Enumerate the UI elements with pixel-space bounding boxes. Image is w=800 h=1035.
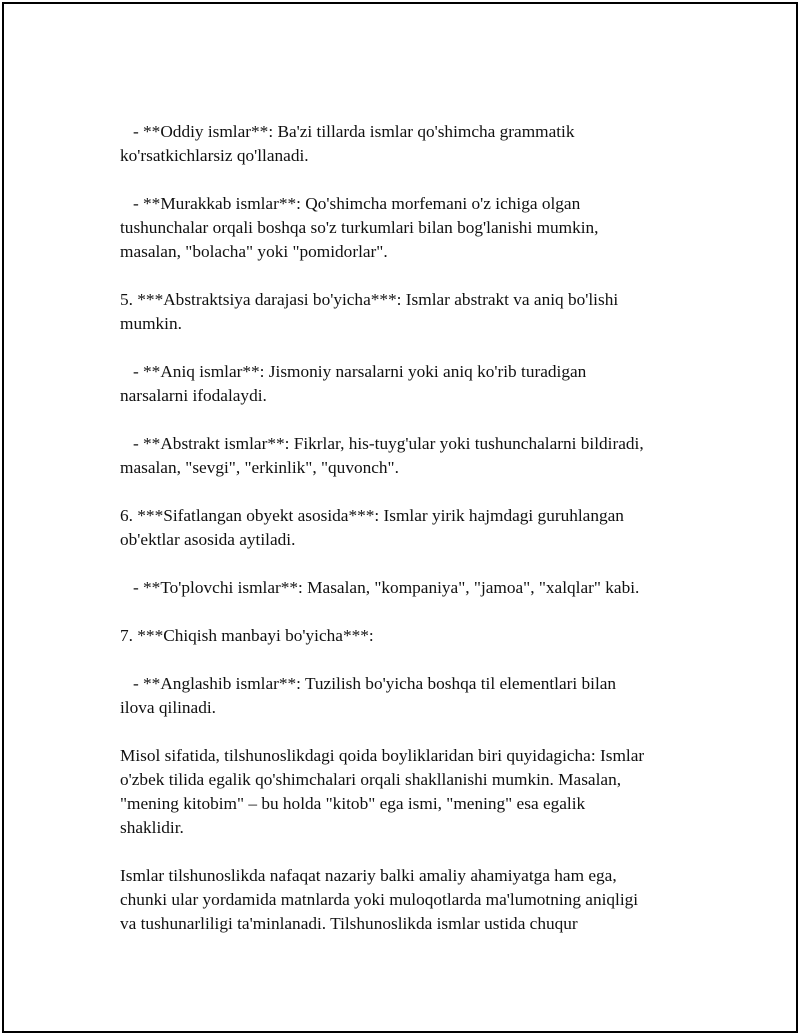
paragraph [120, 192, 700, 264]
text-line: masalan, "bolacha" yoki "pomidorlar". [120, 242, 388, 261]
paragraph [120, 120, 700, 168]
paragraph [120, 288, 700, 336]
text-line: - **Anglashib ismlar**: Tuzilish bo'yicha boshqa til elementlari bilan [120, 674, 617, 693]
text-line: Ismlar tilshunoslikda nafaqat nazariy balki amaliy ahamiyatga ham ega, [120, 866, 617, 885]
text-line: chunki ular yordamida matnlarda yoki muloqotlarda ma'lumotning aniqligi [120, 890, 639, 909]
document-body [120, 120, 700, 936]
paragraph [120, 624, 700, 648]
paragraph [120, 672, 700, 720]
paragraph [120, 576, 700, 600]
paragraph [120, 432, 700, 480]
text-line: 7. ***Chiqish manbayi bo'yicha***: [120, 626, 374, 645]
text-line: shaklidir. [120, 818, 184, 837]
text-line: - **Murakkab ismlar**: Qo'shimcha morfemani o'z ichiga olgan [120, 194, 581, 213]
paragraph [120, 744, 700, 840]
paragraph [120, 864, 700, 936]
text-line: tushunchalar orqali boshqa so'z turkumlari bilan bog'lanishi mumkin, [120, 218, 599, 237]
text-line: - **Aniq ismlar**: Jismoniy narsalarni yoki aniq ko'rib turadigan [120, 362, 587, 381]
text-line: 5. ***Abstraktsiya darajasi bo'yicha***: Ismlar abstrakt va aniq bo'lishi [120, 290, 619, 309]
text-line: - **To'plovchi ismlar**: Masalan, "kompaniya", "jamoa", "xalqlar" kabi. [120, 578, 640, 597]
text-line: narsalarni ifodalaydi. [120, 386, 267, 405]
text-line: - **Oddiy ismlar**: Ba'zi tillarda ismlar qo'shimcha grammatik [120, 122, 575, 141]
text-line: va tushunarliligi ta'minlanadi. Tilshunoslikda ismlar ustida chuqur [120, 914, 578, 933]
text-line: o'zbek tilida egalik qo'shimchalari orqali shakllanishi mumkin. Masalan, [120, 770, 622, 789]
text-line: "mening kitobim" – bu holda "kitob" ega ismi, "mening" esa egalik [120, 794, 586, 813]
text-line: - **Abstrakt ismlar**: Fikrlar, his-tuyg'ular yoki tushunchalarni bildiradi, [120, 434, 644, 453]
text-line: ilova qilinadi. [120, 698, 216, 717]
text-line: mumkin. [120, 314, 182, 333]
text-line: 6. ***Sifatlangan obyekt asosida***: Ismlar yirik hajmdagi guruhlangan [120, 506, 624, 525]
document-page [2, 2, 798, 1033]
text-line: Misol sifatida, tilshunoslikdagi qoida boyliklaridan biri quyidagicha: Ismlar [120, 746, 645, 765]
paragraph [120, 504, 700, 552]
text-line: ko'rsatkichlarsiz qo'llanadi. [120, 146, 309, 165]
text-line: masalan, "sevgi", "erkinlik", "quvonch". [120, 458, 399, 477]
paragraph [120, 360, 700, 408]
text-line: ob'ektlar asosida aytiladi. [120, 530, 296, 549]
